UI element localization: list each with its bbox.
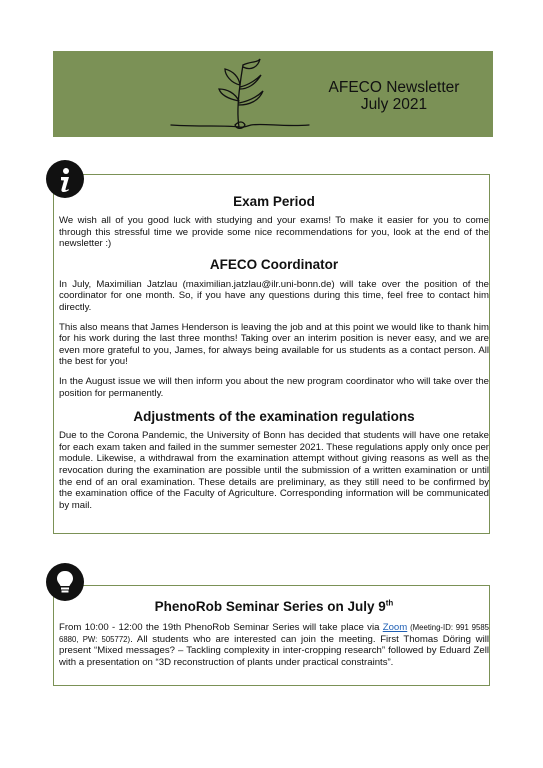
newsletter-title-line1: AFECO Newsletter [328, 79, 460, 96]
exam-regulations-text: Due to the Corona Pandemic, the University of Bonn has decided that students will have one retake for each exam taken and failed in the summer semester 2021. These regulations apply only once per module. Likewise, a withdrawal from the examination attempt without giving reasons as well as the revocation during the examination are possible until the submission of a written examination or until the end of an oral examination. These details are preliminary, as they still need to be confirmed by the examination office of the Faculty of Agriculture. Corresponding information will be communicated by mail. [59, 430, 489, 511]
coordinator-text-3: In the August issue we will then inform you about the new program coordinator who will take over the position for permanently. [59, 375, 489, 399]
exam-regulations-heading: Adjustments of the examination regulations [133, 409, 415, 425]
coordinator-text-2: This also means that James Henderson is leaving the job and at this point we would like to thank him for his work during the last three months! Taking over an interim position is never easy, and we are even more grateful to you, James, for always being available for us students as a contact person. All the best for you! [59, 321, 489, 368]
plant-sprout-logo [163, 55, 313, 135]
lightbulb-icon [46, 563, 84, 601]
seminar-heading-sup: th [385, 598, 394, 608]
meeting-info: (Meeting-ID: 991 9585 6880, PW: 505772) [59, 623, 489, 644]
info-section-content [59, 193, 489, 511]
coordinator-heading: AFECO Coordinator [209, 256, 339, 272]
newsletter-banner [53, 51, 493, 137]
newsletter-title-line2: July 2021 [360, 96, 428, 113]
exam-period-heading: Exam Period [233, 194, 315, 209]
zoom-link[interactable]: Zoom [382, 622, 408, 633]
newsletter-title [301, 79, 487, 113]
seminar-heading [59, 598, 489, 615]
exam-period-text: We wish all of you good luck with studying and your exams! To make it easier for you to come through this stressful time we provide some nice recommendations for you, look at the end of the newsletter :) [59, 215, 489, 250]
seminar-section-content [59, 598, 489, 668]
seminar-heading-text: PhenoRob Seminar Series on July 9 [154, 599, 386, 614]
seminar-text [59, 622, 489, 668]
seminar-text-rest: . All students who are interested can join the meeting. First Thomas Döring will present “Mixed messages? – Tackling complexity in inter-cropping research” followed by Eduard Zell with a presentation on “3D reconstruction of plants under practical constraints”. [59, 633, 489, 668]
lightbulb-badge [46, 563, 84, 601]
coordinator-text-1: In July, Maximilian Jatzlau (maximilian.jatzlau@ilr.uni-bonn.de) will take over the position of the coordinator for one month. So, if you have any questions during this time, feel free to contact him directly. [59, 278, 489, 313]
seminar-text-intro: From 10:00 - 12:00 the 19th PhenoRob Seminar Series will take place via [59, 622, 383, 633]
